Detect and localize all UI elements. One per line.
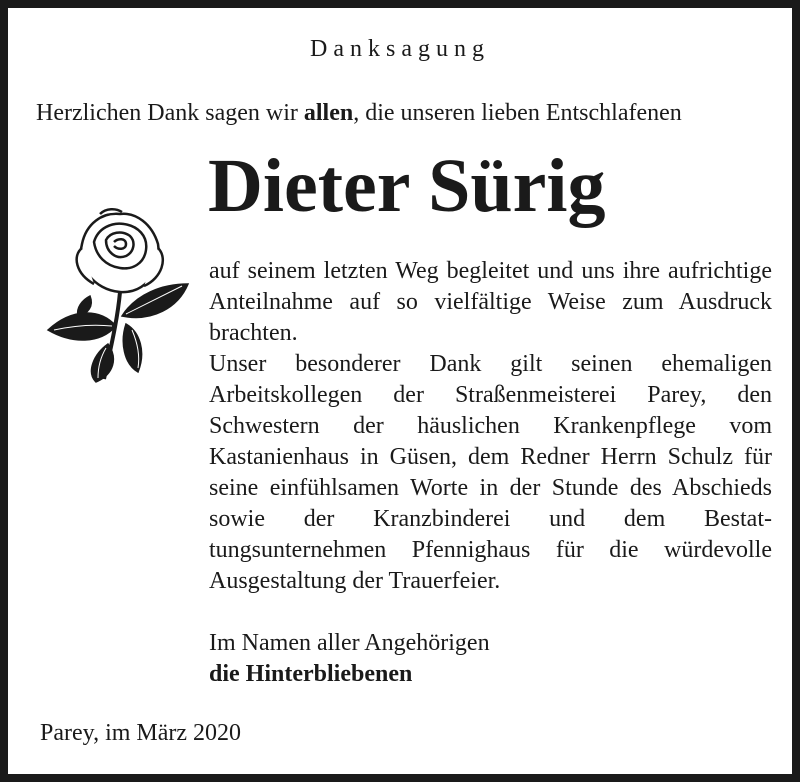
intro-text-start: Herzlichen Dank sagen wir [36,100,304,126]
signature-line-1: Im Namen aller Angehörigen [209,630,490,656]
signature-line-2: die Hinterbliebenen [209,661,413,687]
body-paragraph-1: auf seinem letzten Weg begleitet und uns ihre aufrichtige Anteilnahme auf so vielfältige Weise zum Ausdruck brachten. [209,258,772,346]
place-date: Parey, im März 2020 [40,720,242,746]
intro-text-end: , die unseren lieben Entschlafenen [353,100,682,126]
deceased-name: Dieter Sürig [208,144,606,228]
notice-body [209,256,772,597]
body-paragraph-2: Unser besonderer Dank gilt seinen ehemaligen Arbeitskollegen der Straßenmeisterei Parey, den Schwestern der häuslichen Krankenpflege vom Kastanienhaus in Güsen, dem Redner Herrn Schulz für seine einfühlsamen Worte in der Stunde des Abschieds sowie der Kranzbinderei und dem Bestattungsunternehmen Pfennighaus für die würdevolle Ausgestaltung der Trauerfeier. [209,351,772,594]
notice-heading: Danksagung [310,36,490,62]
intro-line [36,100,764,127]
signature-block [209,628,490,690]
rose-icon [42,204,192,384]
intro-text-bold: allen [303,100,354,126]
